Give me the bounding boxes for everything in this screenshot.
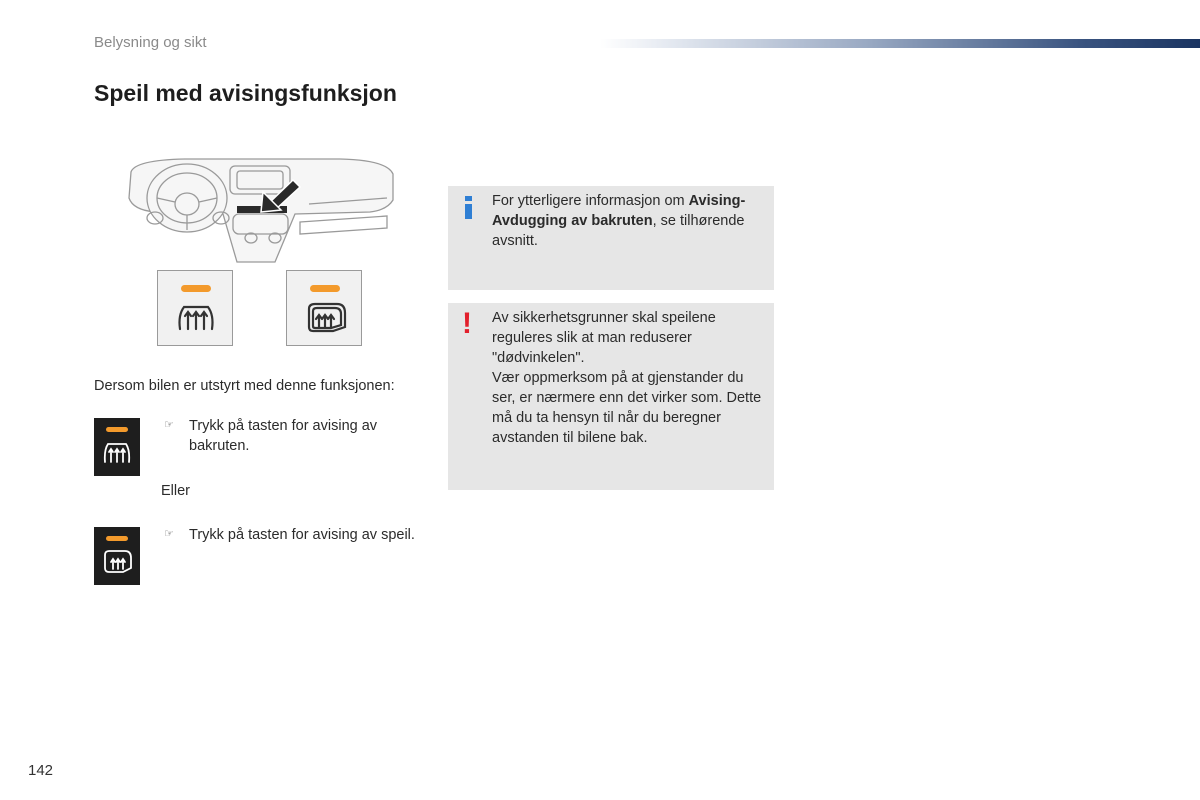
- page-title: Speil med avisingsfunksjon: [94, 80, 397, 106]
- indicator-lamp: [106, 536, 128, 541]
- mirror-defrost-button-icon: [94, 527, 140, 585]
- section-label: Belysning og sikt: [94, 34, 207, 51]
- rear-window-defrost-button-illustration: [157, 270, 233, 346]
- info-note-text: For ytterligere informasjon om Avising-Avdugging av bakruten, se tilhørende avsnitt.: [492, 193, 746, 249]
- dashboard-illustration: [125, 152, 397, 267]
- step-rear-window-text: Trykk på tasten for avising av bakruten.: [189, 418, 378, 454]
- warning-note: [448, 303, 774, 490]
- bullet-pointer-icon: ☞: [164, 419, 174, 431]
- warning-line-2: Vær oppmerksom på at gjenstander du ser, er nærmere enn det virker som. Dette må du ta hensyn til når du beregner avstanden til bilene bak.: [492, 370, 762, 446]
- indicator-lamp: [106, 427, 128, 432]
- info-icon: [465, 196, 473, 218]
- indicator-lamp: [310, 285, 340, 292]
- warning-line-1: Av sikkerhetsgrunner skal speilene reguleres slik at man reduserer "dødvinkelen".: [492, 310, 716, 366]
- bullet-pointer-icon: ☞: [164, 528, 174, 540]
- page-number: 142: [28, 762, 54, 779]
- info-note-emphasis: Avising-Avdugging av bakruten: [492, 193, 746, 229]
- mirror-defrost-button-illustration: [286, 270, 362, 346]
- header-gradient-bar: [600, 39, 1200, 48]
- intro-text: Dersom bilen er utstyrt med denne funksjonen:: [94, 378, 395, 394]
- rear-window-defrost-button-icon: [94, 418, 140, 476]
- info-note: [448, 186, 774, 290]
- step-mirror-text: Trykk på tasten for avising av speil.: [189, 527, 415, 543]
- rear-defrost-icon: [174, 301, 218, 335]
- rear-defrost-icon: [102, 440, 132, 466]
- mirror-defrost-icon: [303, 301, 349, 335]
- indicator-lamp: [181, 285, 211, 292]
- warning-note-text: [492, 308, 767, 448]
- warning-icon: !: [462, 307, 472, 340]
- mirror-defrost-icon: [102, 549, 134, 575]
- or-text: Eller: [161, 483, 191, 499]
